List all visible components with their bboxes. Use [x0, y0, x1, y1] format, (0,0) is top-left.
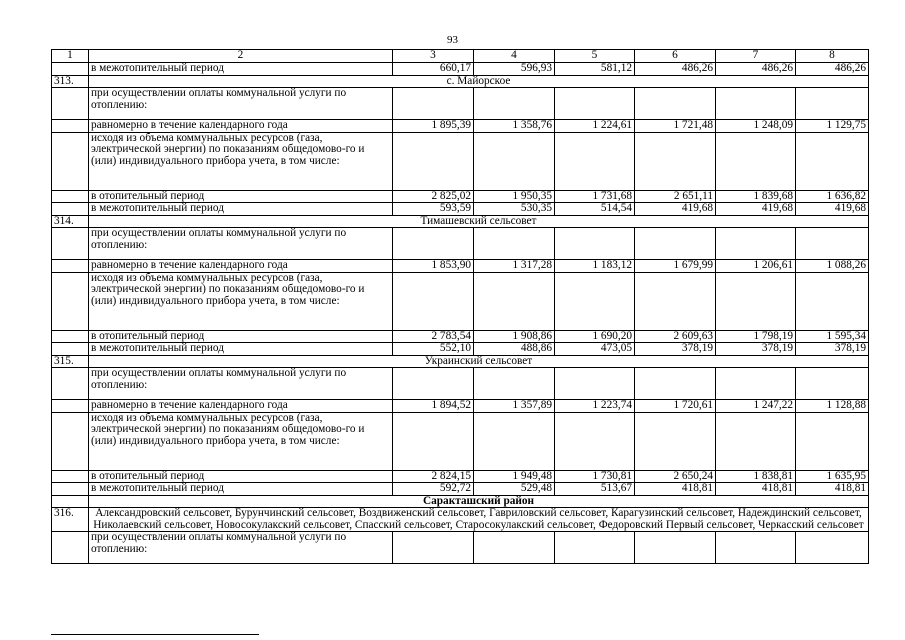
- empty-cell: [474, 368, 555, 400]
- value-cell: 418,81: [716, 483, 796, 496]
- section-title: Тимашевский сельсовет: [89, 215, 869, 228]
- value-cell: 486,26: [796, 63, 869, 76]
- value-cell: 1 635,95: [796, 470, 869, 483]
- value-cell: 378,19: [796, 343, 869, 356]
- value-cell: 378,19: [716, 343, 796, 356]
- empty-cell: [474, 132, 555, 190]
- row-label: при осуществлении оплаты коммунальной услуги по отоплению:: [89, 368, 393, 400]
- value-cell: 1 730,81: [555, 470, 635, 483]
- empty-cell: [393, 532, 474, 564]
- value-cell: 418,81: [635, 483, 716, 496]
- empty-cell: [635, 368, 716, 400]
- row-number-cell: [52, 400, 89, 413]
- value-cell: 1 206,61: [716, 260, 796, 273]
- empty-cell: [716, 272, 796, 330]
- value-cell: 378,19: [635, 343, 716, 356]
- row-number-cell: [52, 412, 89, 470]
- value-cell: 2 651,11: [635, 190, 716, 203]
- row-number-cell: [52, 272, 89, 330]
- row-number-cell: [52, 132, 89, 190]
- value-cell: 419,68: [796, 203, 869, 216]
- empty-cell: [635, 228, 716, 260]
- row-label: в отопительный период: [89, 190, 393, 203]
- value-cell: 2 783,54: [393, 330, 474, 343]
- column-number-header: 5: [555, 50, 635, 63]
- value-cell: 1 128,88: [796, 400, 869, 413]
- empty-cell: [796, 368, 869, 400]
- empty-cell: [555, 88, 635, 120]
- value-cell: 1 224,61: [555, 120, 635, 133]
- empty-cell: [635, 412, 716, 470]
- value-cell: 1 358,76: [474, 120, 555, 133]
- value-cell: 1 595,34: [796, 330, 869, 343]
- empty-cell: [393, 272, 474, 330]
- value-cell: 1 183,12: [555, 260, 635, 273]
- column-number-header: 6: [635, 50, 716, 63]
- value-cell: 552,10: [393, 343, 474, 356]
- section-row: [52, 215, 869, 228]
- row-number-cell: [52, 120, 89, 133]
- value-cell: 1 838,81: [716, 470, 796, 483]
- value-cell: 530,35: [474, 203, 555, 216]
- column-header-row: [52, 50, 869, 63]
- column-number-header: 3: [393, 50, 474, 63]
- row-number-cell: [52, 483, 89, 496]
- tariff-table: [51, 49, 869, 564]
- row-label: в межотопительный период: [89, 483, 393, 496]
- value-cell: 593,59: [393, 203, 474, 216]
- empty-cell: [393, 368, 474, 400]
- empty-cell: [796, 88, 869, 120]
- row-label: исходя из объема коммунальных ресурсов (газа, электрической энергии) по показаниям общедомово-го и (или) индивидуального прибора учета, в том числе:: [89, 272, 393, 330]
- value-cell: 1 690,20: [555, 330, 635, 343]
- column-number-header: 7: [716, 50, 796, 63]
- value-cell: 514,54: [555, 203, 635, 216]
- value-cell: 486,26: [635, 63, 716, 76]
- section-row: [52, 75, 869, 88]
- row-label: при осуществлении оплаты коммунальной услуги по отоплению:: [89, 228, 393, 260]
- value-row: [52, 260, 869, 273]
- value-cell: 581,12: [555, 63, 635, 76]
- value-row: [52, 470, 869, 483]
- empty-cell: [796, 532, 869, 564]
- value-cell: 1 908,86: [474, 330, 555, 343]
- row-number-cell: [52, 368, 89, 400]
- value-cell: 660,17: [393, 63, 474, 76]
- empty-cell: [716, 368, 796, 400]
- empty-cell: [393, 228, 474, 260]
- description-row: [52, 368, 869, 400]
- empty-cell: [393, 412, 474, 470]
- value-cell: 1 129,75: [796, 120, 869, 133]
- row-label: в отопительный период: [89, 470, 393, 483]
- empty-cell: [716, 228, 796, 260]
- value-row: [52, 190, 869, 203]
- value-cell: 488,86: [474, 343, 555, 356]
- row-number-cell: [52, 260, 89, 273]
- value-cell: 1 853,90: [393, 260, 474, 273]
- empty-cell: [796, 272, 869, 330]
- empty-cell: [796, 412, 869, 470]
- row-label: равномерно в течение календарного года: [89, 260, 393, 273]
- value-cell: 596,93: [474, 63, 555, 76]
- row-label: в отопительный период: [89, 330, 393, 343]
- value-row: [52, 63, 869, 76]
- section-number: 316.: [52, 508, 89, 532]
- value-row: [52, 330, 869, 343]
- empty-cell: [635, 272, 716, 330]
- value-cell: 1 798,19: [716, 330, 796, 343]
- row-label: в межотопительный период: [89, 203, 393, 216]
- empty-cell: [796, 132, 869, 190]
- value-cell: 1 679,99: [635, 260, 716, 273]
- value-cell: 1 894,52: [393, 400, 474, 413]
- empty-cell: [635, 132, 716, 190]
- value-cell: 2 824,15: [393, 470, 474, 483]
- empty-cell: [393, 132, 474, 190]
- empty-cell: [555, 132, 635, 190]
- row-label: равномерно в течение календарного года: [89, 400, 393, 413]
- row-label: при осуществлении оплаты коммунальной услуги по отоплению:: [89, 532, 393, 564]
- value-cell: 1 247,22: [716, 400, 796, 413]
- district-row: [52, 495, 869, 508]
- page-number: 93: [447, 34, 458, 46]
- section-title: Александровский сельсовет, Бурунчинский сельсовет, Воздвиженский сельсовет, Гавриловский сельсовет, Карагузинский сельсовет, Надеждинский сельсовет, Николаевский сельсовет, Новосокулакский сельсовет, Спасский сельсовет, Старосокулакский сельсовет, Федоровский Первый сельсовет, Черкасский сельсовет: [89, 508, 869, 532]
- empty-cell: [393, 88, 474, 120]
- row-label: исходя из объема коммунальных ресурсов (газа, электрической энергии) по показаниям общедомово-го и (или) индивидуального прибора учета, в том числе:: [89, 132, 393, 190]
- row-number-cell: [52, 343, 89, 356]
- row-label: исходя из объема коммунальных ресурсов (газа, электрической энергии) по показаниям общедомово-го и (или) индивидуального прибора учета, в том числе:: [89, 412, 393, 470]
- row-number-cell: [52, 63, 89, 76]
- empty-cell: [716, 412, 796, 470]
- row-number-cell: [52, 330, 89, 343]
- section-title: Украинский сельсовет: [89, 355, 869, 368]
- value-cell: 1 895,39: [393, 120, 474, 133]
- row-label: при осуществлении оплаты коммунальной услуги по отоплению:: [89, 88, 393, 120]
- value-cell: 419,68: [716, 203, 796, 216]
- description-row: [52, 132, 869, 190]
- row-label: в межотопительный период: [89, 63, 393, 76]
- empty-cell: [635, 532, 716, 564]
- value-cell: 513,67: [555, 483, 635, 496]
- value-cell: 473,05: [555, 343, 635, 356]
- value-cell: 1 636,82: [796, 190, 869, 203]
- column-number-header: 4: [474, 50, 555, 63]
- row-label: в межотопительный период: [89, 343, 393, 356]
- value-cell: 2 650,24: [635, 470, 716, 483]
- empty-cell: [716, 532, 796, 564]
- value-cell: 418,81: [796, 483, 869, 496]
- row-number-cell: [52, 203, 89, 216]
- description-row: [52, 412, 869, 470]
- section-number: 313.: [52, 75, 89, 88]
- value-row: [52, 203, 869, 216]
- value-cell: 1 731,68: [555, 190, 635, 203]
- empty-cell: [474, 88, 555, 120]
- value-cell: 1 720,61: [635, 400, 716, 413]
- empty-cell: [555, 228, 635, 260]
- value-cell: 1 839,68: [716, 190, 796, 203]
- section-number: 314.: [52, 215, 89, 228]
- empty-cell: [474, 228, 555, 260]
- description-row: [52, 88, 869, 120]
- description-row: [52, 228, 869, 260]
- value-cell: 592,72: [393, 483, 474, 496]
- value-cell: 529,48: [474, 483, 555, 496]
- value-row: [52, 120, 869, 133]
- description-row: [52, 272, 869, 330]
- section-row: [52, 355, 869, 368]
- value-cell: 2 825,02: [393, 190, 474, 203]
- empty-cell: [716, 88, 796, 120]
- value-cell: 1 248,09: [716, 120, 796, 133]
- footnote-rule: [51, 634, 259, 635]
- row-number-cell: [52, 190, 89, 203]
- value-cell: 1 949,48: [474, 470, 555, 483]
- column-number-header: 8: [796, 50, 869, 63]
- empty-cell: [796, 228, 869, 260]
- empty-cell: [555, 412, 635, 470]
- value-cell: 1 088,26: [796, 260, 869, 273]
- row-number-cell: [52, 532, 89, 564]
- value-row: [52, 400, 869, 413]
- value-row: [52, 483, 869, 496]
- value-cell: 1 317,28: [474, 260, 555, 273]
- empty-cell: [555, 368, 635, 400]
- empty-cell: [474, 412, 555, 470]
- empty-cell: [555, 272, 635, 330]
- value-row: [52, 343, 869, 356]
- empty-cell: [474, 532, 555, 564]
- section-row: [52, 508, 869, 532]
- value-cell: 1 357,89: [474, 400, 555, 413]
- empty-cell: [716, 132, 796, 190]
- row-number-cell: [52, 88, 89, 120]
- section-title: с. Майорское: [89, 75, 869, 88]
- row-number-cell: [52, 228, 89, 260]
- column-number-header: 2: [89, 50, 393, 63]
- district-spacer: [52, 495, 89, 508]
- row-number-cell: [52, 470, 89, 483]
- empty-cell: [474, 272, 555, 330]
- description-row: [52, 532, 869, 564]
- value-cell: 2 609,63: [635, 330, 716, 343]
- empty-cell: [635, 88, 716, 120]
- row-label: равномерно в течение календарного года: [89, 120, 393, 133]
- column-number-header: 1: [52, 50, 89, 63]
- value-cell: 419,68: [635, 203, 716, 216]
- value-cell: 486,26: [716, 63, 796, 76]
- value-cell: 1 721,48: [635, 120, 716, 133]
- empty-cell: [555, 532, 635, 564]
- section-number: 315.: [52, 355, 89, 368]
- district-title: Саракташский район: [89, 495, 869, 508]
- value-cell: 1 950,35: [474, 190, 555, 203]
- value-cell: 1 223,74: [555, 400, 635, 413]
